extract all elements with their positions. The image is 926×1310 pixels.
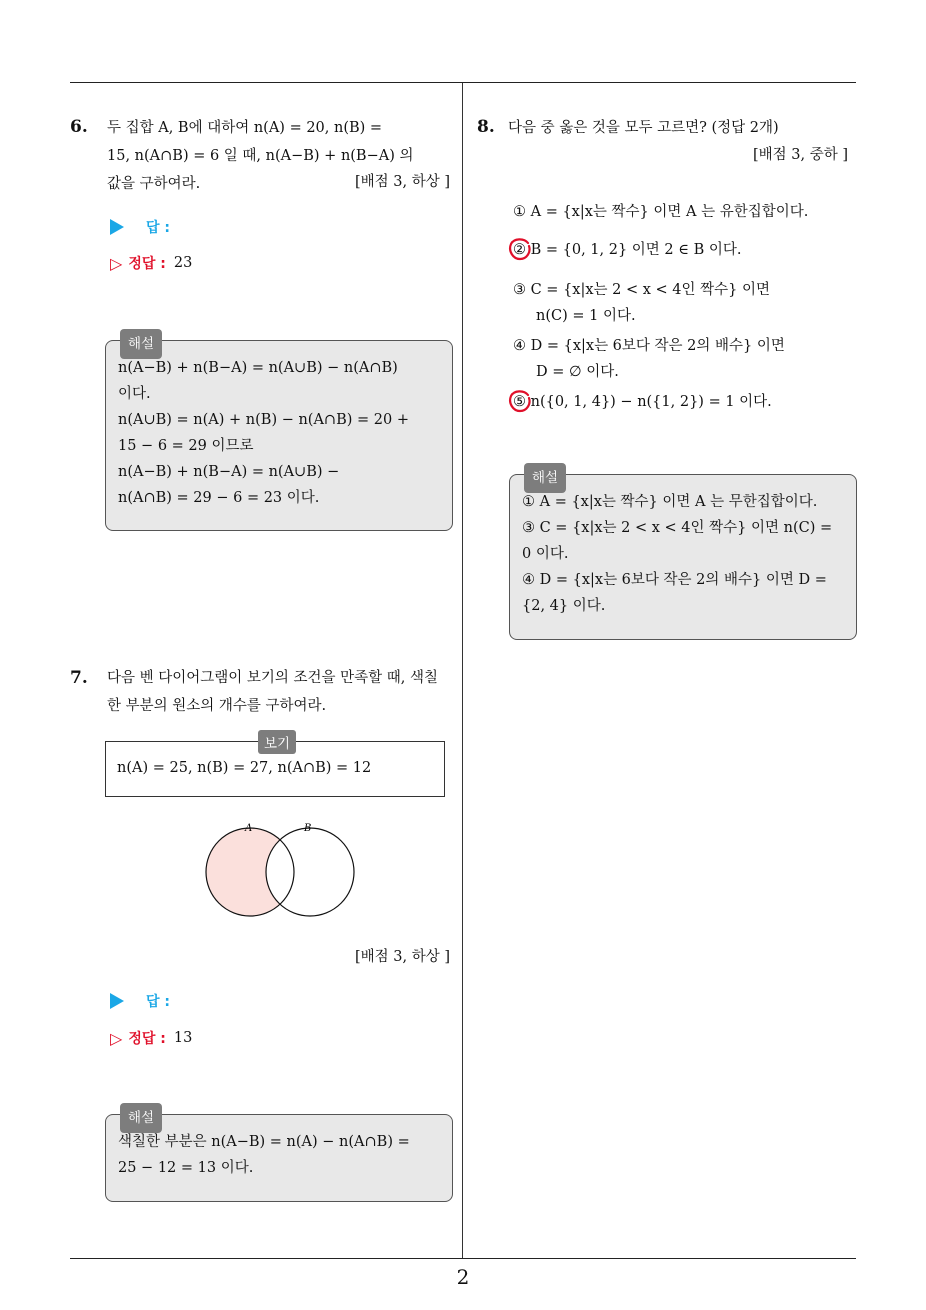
q6-line-1: 두 집합 A, B에 대하여 n(A) = 20, n(B) = <box>107 120 383 136</box>
correct-circle-mark-icon <box>508 389 532 413</box>
q7-bogi-tag: 보기 <box>258 730 296 754</box>
q6-solution-tag: 해설 <box>120 329 162 359</box>
q6-correct-value: 23 <box>173 255 193 271</box>
q6-solution-line: n(A∪B) = n(A) + n(B) − n(A∩B) = 20 + <box>118 412 409 428</box>
q8-solution-line: {2, 4} 이다. <box>522 598 606 614</box>
q8-solution-box <box>509 470 857 640</box>
q6-solution-line: n(A−B) + n(B−A) = n(A∪B) − <box>118 464 340 480</box>
bottom-rule <box>70 1258 856 1259</box>
q7-bogi-box <box>105 736 445 797</box>
q8-solution-line: ③ C = {x|x는 2 < x < 4인 짝수} 이면 n(C) = <box>522 520 833 536</box>
q6-score: [배점 3, 하상 ] <box>355 174 451 190</box>
q8-line-1: 다음 중 옳은 것을 모두 고르면? (정답 2개) <box>508 120 779 136</box>
page-number: 2 <box>456 1265 470 1289</box>
q8-option-2[interactable]: ② B = {0, 1, 2} 이면 2 ∈ B 이다. <box>513 242 742 258</box>
q8-option-3-cont: n(C) = 1 이다. <box>536 308 636 324</box>
q7-question <box>107 664 455 720</box>
q7-answer-label: 답 : <box>146 994 170 1010</box>
q8-question <box>508 114 779 142</box>
q7-solution-box <box>105 1110 453 1202</box>
q6-answer-label: 답 : <box>146 220 170 236</box>
q8-solution-tag: 해설 <box>524 463 566 493</box>
q6-correct-label: 정답 : <box>128 256 166 272</box>
q7-correct-value: 13 <box>173 1030 193 1046</box>
q6-number: 6. <box>70 117 88 137</box>
q7-answer-row[interactable] <box>110 991 170 1011</box>
q8-score: [배점 3, 중하 ] <box>753 147 849 163</box>
q7-bogi-text: n(A) = 25, n(B) = 27, n(A∩B) = 12 <box>117 760 372 776</box>
q6-correct-row <box>110 253 192 273</box>
q7-solution-line: 25 − 12 = 13 이다. <box>118 1160 254 1176</box>
q8-number: 8. <box>477 117 495 137</box>
correct-circle-mark-icon <box>508 237 532 261</box>
correct-triangle-icon: ▷ <box>110 1028 123 1048</box>
q8-option-4-cont: D = ∅ 이다. <box>536 364 619 380</box>
venn-label-a: A <box>245 823 253 834</box>
q6-line-2: 15, n(A∩B) = 6 일 때, n(A−B) + n(B−A) 의 <box>107 148 414 164</box>
q8-option-4[interactable]: ④ D = {x|x는 6보다 작은 2의 배수} 이면 <box>513 338 785 354</box>
q8-solution-line: ④ D = {x|x는 6보다 작은 2의 배수} 이면 D = <box>522 572 827 588</box>
q8-option-5[interactable]: ⑤ n({0, 1, 4}) − n({1, 2}) = 1 이다. <box>513 394 772 410</box>
q7-score: [배점 3, 하상 ] <box>355 949 451 965</box>
venn-diagram <box>195 815 365 925</box>
venn-label-b: B <box>304 823 312 834</box>
q6-solution-box <box>105 336 453 531</box>
q6-line-3: 값을 구하여라. <box>107 176 201 192</box>
correct-triangle-icon: ▷ <box>110 253 123 273</box>
q7-line-2: 한 부분의 원소의 개수를 구하여라. <box>107 698 327 714</box>
q6-answer-row[interactable] <box>110 217 170 237</box>
q7-correct-row <box>110 1028 192 1048</box>
q6-solution-line: 이다. <box>118 386 151 402</box>
column-divider <box>462 83 463 1259</box>
top-rule <box>70 82 856 83</box>
q6-solution-line: n(A−B) + n(B−A) = n(A∪B) − n(A∩B) <box>118 360 398 376</box>
q8-solution-line: ① A = {x|x는 짝수} 이면 A 는 무한집합이다. <box>522 494 818 510</box>
q8-solution-line: 0 이다. <box>522 546 569 562</box>
q7-correct-label: 정답 : <box>128 1031 166 1047</box>
answer-arrow-icon <box>110 993 124 1009</box>
q8-option-1[interactable]: ① A = {x|x는 짝수} 이면 A 는 유한집합이다. <box>513 204 809 220</box>
q6-solution-line: 15 − 6 = 29 이므로 <box>118 438 254 454</box>
q7-solution-tag: 해설 <box>120 1103 162 1133</box>
q6-solution-line: n(A∩B) = 29 − 6 = 23 이다. <box>118 490 320 506</box>
q7-line-1: 다음 벤 다이어그램이 보기의 조건을 만족할 때, 색칠 <box>107 670 439 686</box>
q7-number: 7. <box>70 668 88 688</box>
answer-arrow-icon <box>110 219 124 235</box>
q7-solution-line: 색칠한 부분은 n(A−B) = n(A) − n(A∩B) = <box>118 1134 410 1150</box>
q8-option-3[interactable]: ③ C = {x|x는 2 < x < 4인 짝수} 이면 <box>513 282 770 298</box>
